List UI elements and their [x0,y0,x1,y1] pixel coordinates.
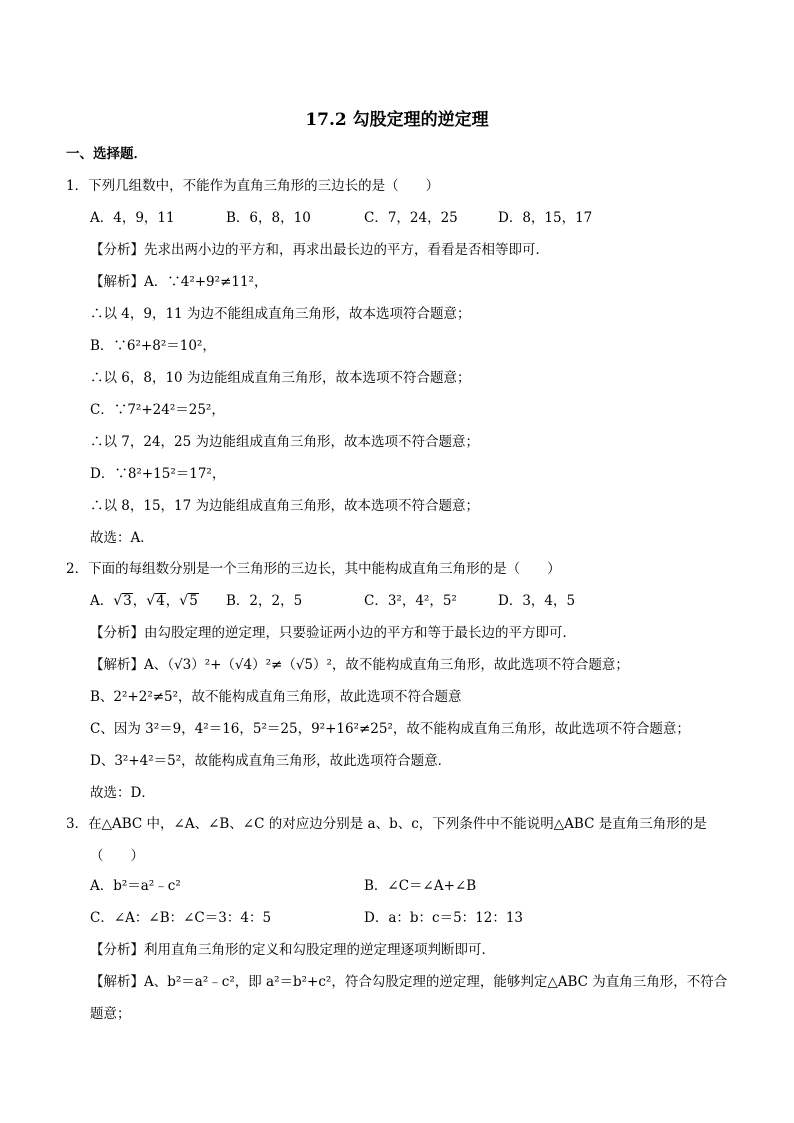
q3-option-b: B．∠C＝∠A+∠B [364,878,477,894]
q1-option-b: B．6，8，10 [226,210,311,226]
q1-solution-line: ∴以 4，9，11 为边不能组成直角三角形，故本选项符合题意； [90,306,471,322]
q1-answer: 故选：A． [90,530,154,546]
q2-option-a-value-1: 3 [123,593,132,609]
q2-solution-line: D、3²+4²＝5²，故能构成直角三角形，故此选项符合题意． [90,753,452,769]
q2-solution-line: C、因为 3²＝9，4²＝16，5²＝25，9²+16²≠25²，故不能构成直角三角形，故此选项不符合题意； [90,721,690,737]
q1-option-c: C．7，24，25 [364,210,458,226]
q2-option-a-value-2: 4 [156,593,165,609]
q3-stem: 3．在△ABC 中，∠A、∠B、∠C 的对应边分别是 a、b、c，下列条件中不能说明△ABC 是直角三角形的是 [66,816,707,832]
q1-solution-line: 【解析】A．∵4²+9²≠11²， [90,274,268,290]
q1-stem: 1．下列几组数中，不能作为直角三角形的三边长的是（ ） [66,178,440,194]
q1-solution-line: D．∵8²+15²＝17²， [90,466,226,482]
q2-stem: 2．下面的每组数分别是一个三角形的三边长，其中能构成直角三角形的是（ ） [66,561,561,577]
q2-answer: 故选：D． [90,785,155,801]
section-heading: 一、选择题． [66,146,147,162]
q3-solution-line: 题意； [90,1006,131,1022]
q1-solution-line: ∴以 6，8，10 为边能组成直角三角形，故本选项不符合题意； [90,370,471,386]
q3-analysis: 【分析】利用直角三角形的定义和勾股定理的逆定理逐项判断即可． [90,942,495,958]
q1-solution-line: ∴以 7，24，25 为边能组成直角三角形，故本选项不符合题意； [90,434,480,450]
q2-solution-line: B、2²+2²≠5²，故不能构成直角三角形，故此选项不符合题意 [90,689,462,705]
sqrt-icon: √ [179,593,189,609]
q3-stem-bracket: （ ） [90,848,144,864]
q2-solution-line: 【解析】A、（√3）²+（√4）²≠（√5）²，故不能构成直角三角形，故此选项不符合题意； [90,657,629,673]
q3-option-a: A．b²＝a²﹣c² [90,878,181,894]
q2-option-a-value-3: 5 [189,593,198,609]
q2-option-c: C．3²，4²，5² [364,593,457,609]
q2-option-a: A．√3，√4，√5 [90,593,198,609]
q1-analysis: 【分析】先求出两小边的平方和，再求出最长边的平方，看看是否相等即可． [90,242,549,258]
q1-solution-line: C．∵7²+24²＝25²， [90,402,225,418]
q2-option-a-prefix: A． [90,593,114,609]
q1-solution-line: ∴以 8，15，17 为边能组成直角三角形，故本选项不符合题意； [90,498,480,514]
q1-solution-line: B．∵6²+8²＝10²， [90,338,216,354]
q3-solution-line: 【解析】A、b²＝a²﹣c²，即 a²＝b²+c²，符合勾股定理的逆定理，能够判定△ABC 为直角三角形，不符合 [90,974,728,990]
q2-option-d: D．3，4，5 [498,593,576,609]
page-title: 17.2 勾股定理的逆定理 [305,110,489,130]
sqrt-icon: √ [113,593,123,609]
sqrt-icon: √ [146,593,156,609]
q3-option-c: C．∠A：∠B：∠C＝3：4：5 [90,910,272,926]
q1-option-a: A．4，9，11 [90,210,175,226]
q3-option-d: D．a：b：c＝5：12：13 [364,910,524,926]
q2-option-b: B．2，2，5 [226,593,303,609]
q1-option-d: D．8，15，17 [498,210,593,226]
q2-analysis: 【分析】由勾股定理的逆定理，只要验证两小边的平方和等于最长边的平方即可． [90,625,576,641]
